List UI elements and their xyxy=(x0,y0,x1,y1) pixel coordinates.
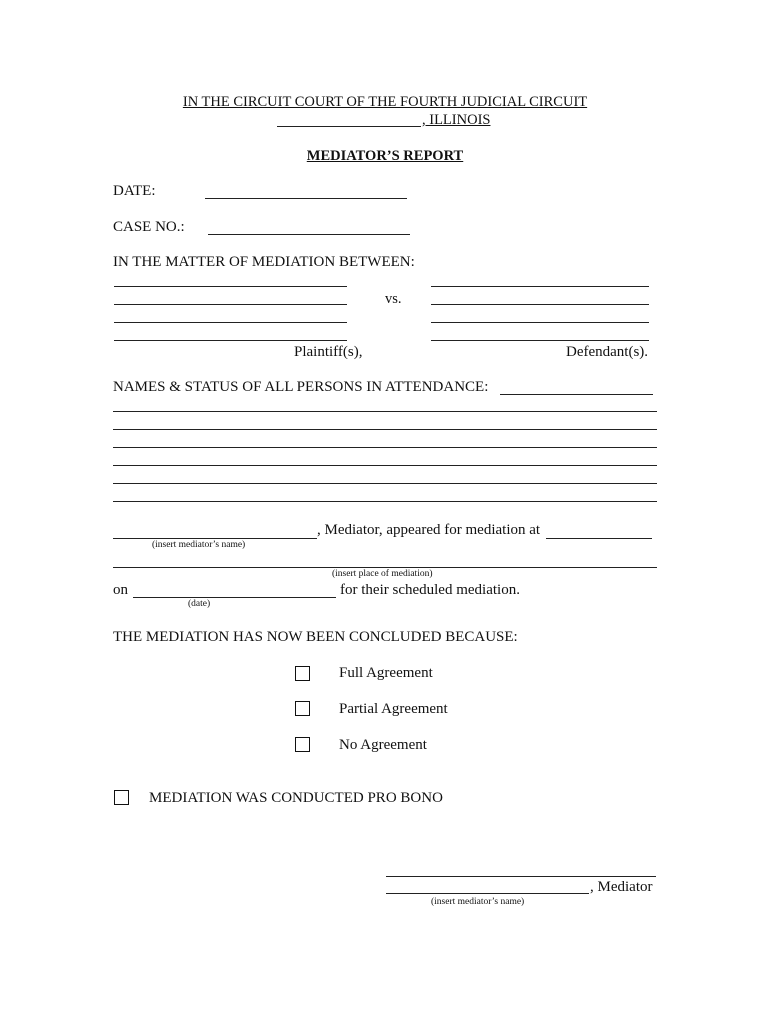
case-no-label: CASE NO.: xyxy=(113,219,185,235)
signature-line[interactable] xyxy=(386,876,656,877)
signature-suffix: , Mediator xyxy=(590,879,653,895)
partial-agreement-label: Partial Agreement xyxy=(339,701,448,717)
scheduled-text: for their scheduled mediation. xyxy=(340,582,520,598)
attendance-line[interactable] xyxy=(500,394,653,395)
place-line[interactable] xyxy=(546,538,652,539)
full-agreement-checkbox[interactable] xyxy=(295,666,310,681)
pro-bono-label: MEDIATION WAS CONDUCTED PRO BONO xyxy=(149,790,443,806)
mediator-name-hint: (insert mediator’s name) xyxy=(152,540,246,550)
parties-heading: IN THE MATTER OF MEDIATION BETWEEN: xyxy=(113,254,415,270)
county-suffix: , ILLINOIS xyxy=(422,112,491,128)
date-hint: (date) xyxy=(188,599,211,609)
signature-name-line[interactable] xyxy=(386,893,589,894)
defendant-line[interactable] xyxy=(431,340,649,341)
defendant-label: Defendant(s). xyxy=(566,344,649,360)
attendance-line[interactable] xyxy=(113,483,657,484)
place-full-line[interactable] xyxy=(113,567,657,568)
conclusion-heading: THE MEDIATION HAS NOW BEEN CONCLUDED BECAUSE: xyxy=(113,629,518,645)
court-heading: IN THE CIRCUIT COURT OF THE FOURTH JUDICIAL CIRCUIT xyxy=(182,94,588,110)
attendance-line[interactable] xyxy=(113,447,657,448)
defendant-line[interactable] xyxy=(431,322,649,323)
attendance-line[interactable] xyxy=(113,465,657,466)
plaintiff-label: Plaintiff(s), xyxy=(294,344,363,360)
attendance-label: NAMES & STATUS OF ALL PERSONS IN ATTENDANCE: xyxy=(113,379,489,395)
signature-hint: (insert mediator’s name) xyxy=(431,897,525,907)
attendance-line[interactable] xyxy=(113,429,657,430)
date-blank-line[interactable] xyxy=(205,198,407,199)
plaintiff-line[interactable] xyxy=(114,286,347,287)
county-blank-line[interactable] xyxy=(277,126,421,127)
plaintiff-line[interactable] xyxy=(114,340,347,341)
place-hint: (insert place of mediation) xyxy=(332,569,433,579)
full-agreement-label: Full Agreement xyxy=(339,665,433,681)
no-agreement-checkbox[interactable] xyxy=(295,737,310,752)
attendance-line[interactable] xyxy=(113,501,657,502)
partial-agreement-checkbox[interactable] xyxy=(295,701,310,716)
pro-bono-checkbox[interactable] xyxy=(114,790,129,805)
mediator-name-line[interactable] xyxy=(113,538,317,539)
plaintiff-line[interactable] xyxy=(114,322,347,323)
attendance-line[interactable] xyxy=(113,411,657,412)
report-title: MEDIATOR’S REPORT xyxy=(306,148,464,164)
defendant-line[interactable] xyxy=(431,286,649,287)
case-no-blank-line[interactable] xyxy=(208,234,410,235)
date-label: DATE: xyxy=(113,183,156,199)
mediation-date-line[interactable] xyxy=(133,597,336,598)
no-agreement-label: No Agreement xyxy=(339,737,427,753)
versus-label: vs. xyxy=(385,291,402,307)
defendant-line[interactable] xyxy=(431,304,649,305)
plaintiff-line[interactable] xyxy=(114,304,347,305)
mediator-appeared-text: , Mediator, appeared for mediation at xyxy=(317,522,541,538)
on-label: on xyxy=(113,582,128,598)
